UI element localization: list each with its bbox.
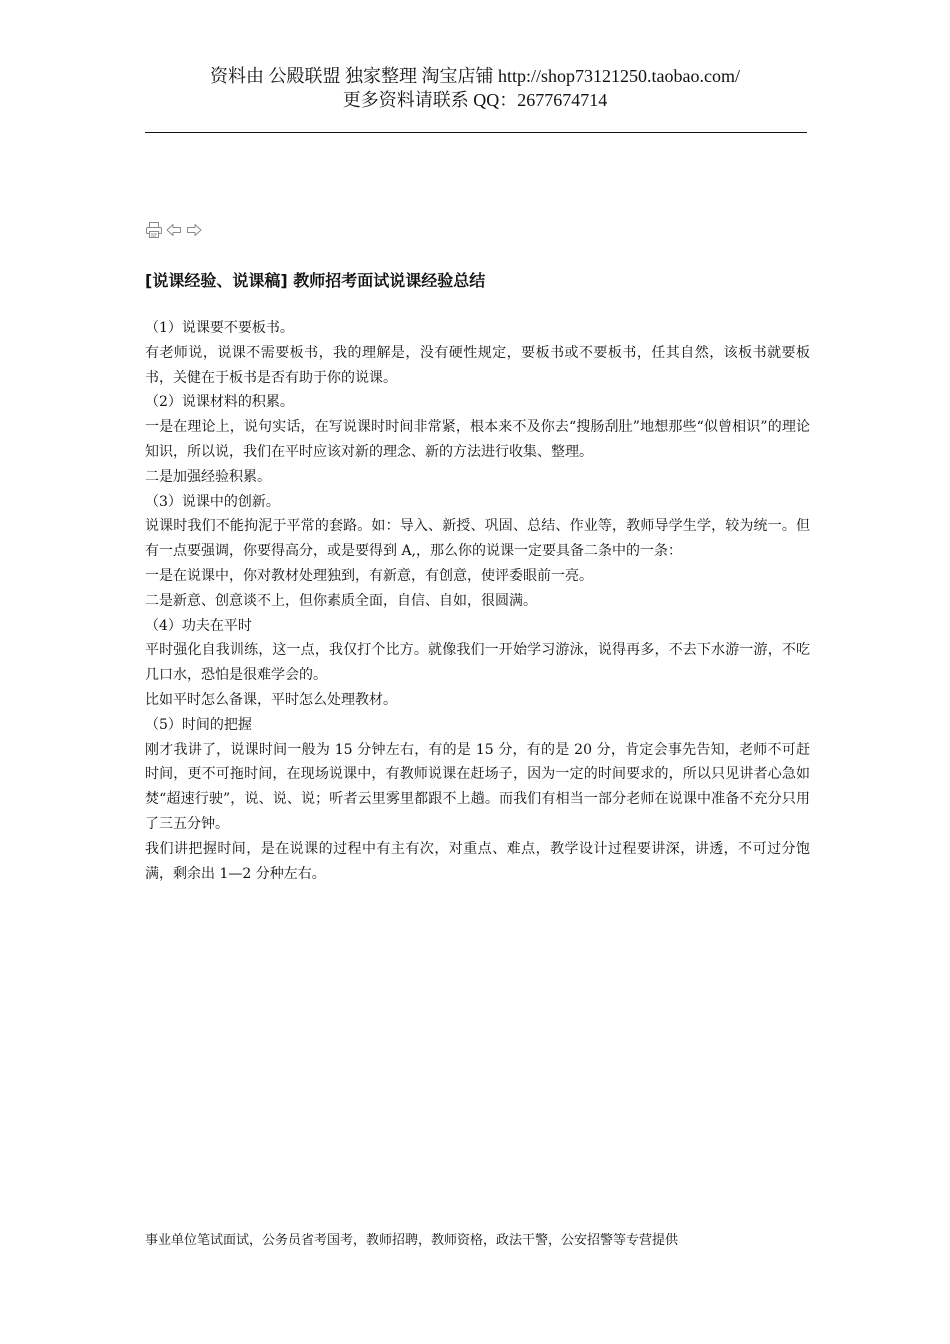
paragraph: 二是加强经验积累。 [145, 468, 271, 485]
paragraph: 刚才我讲了，说课时间一般为 15 分钟左右，有的是 15 分，有的是 20 分，肯定会事先告知，老师不可赶时间，更不可拖时间，在现场说课中，有教师说课在赶场子，因为一定的时间要求的，所以只见讲者心急如焚“超速行驶”，说、说、说；听者云里雾里都跟不上趟。而我们有相当一部分老师在说课中准备不充分只用了三五分钟。 [145, 741, 810, 832]
section-heading-2: （2）说课材料的积累。 [145, 394, 294, 411]
section-heading-4: （4）功夫在平时 [145, 617, 252, 634]
back-arrow-icon[interactable] [165, 221, 183, 239]
print-icon[interactable] [145, 221, 163, 239]
section-heading-1: （1）说课要不要板书。 [145, 320, 294, 336]
header-line-1: 资料由 公殿联盟 独家整理 淘宝店铺 http://shop73121250.taobao.com/ [210, 66, 740, 86]
paragraph: 说课时我们不能拘泥于平常的套路。如：导入、新授、巩固、总结、作业等，教师导学生学，较为统一。但有一点要强调，你要得高分，或是要得到 A,，那么你的说课一定要具备二条中的一条： [145, 518, 810, 560]
paragraph: 一是在理论上，说句实话，在写说课时时间非常紧，根本来不及你去“搜肠刮肚”地想那些“似曾相识”的理论知识，所以说，我们在平时应该对新的理念、新的方法进行收集、整理。 [145, 419, 810, 460]
paragraph: 平时强化自我训练，这一点，我仅打个比方。就像我们一开始学习游泳，说得再多，不去下水游一游，不吃几口水，恐怕是很难学会的。 [145, 642, 810, 684]
forward-arrow-icon[interactable] [185, 221, 203, 239]
section-heading-3: （3）说课中的创新。 [145, 493, 280, 510]
paragraph: 二是新意、创意谈不上，但你素质全面，自信、自如，很圆满。 [145, 592, 537, 609]
page-header [0, 64, 950, 112]
article-toolbar [145, 220, 203, 240]
header-line-2: 更多资料请联系 QQ：2677674714 [342, 90, 608, 110]
article-title: [说课经验、说课稿] 教师招考面试说课经验总结 [145, 271, 486, 290]
paragraph: 我们讲把握时间，是在说课的过程中有主有次，对重点、难点，教学设计过程要讲深，讲透，不可过分饱满，剩余出 1—2 分种左右。 [145, 840, 810, 882]
section-heading-5: （5）时间的把握 [145, 716, 252, 733]
article-body [145, 316, 810, 886]
page-footer: 事业单位笔试面试，公务员省考国考，教师招聘，教师资格，政法干警，公安招警等专营提供 [145, 1233, 679, 1248]
paragraph: 有老师说，说课不需要板书，我的理解是，没有硬性规定，要板书或不要板书，任其自然，该板书就要板书，关健在于板书是否有助于你的说课。 [145, 344, 810, 386]
paragraph: 比如平时怎么备课，平时怎么处理教材。 [145, 691, 397, 708]
header-divider [145, 132, 807, 133]
paragraph: 一是在说课中，你对教材处理独到，有新意，有创意，使评委眼前一亮。 [145, 567, 593, 584]
